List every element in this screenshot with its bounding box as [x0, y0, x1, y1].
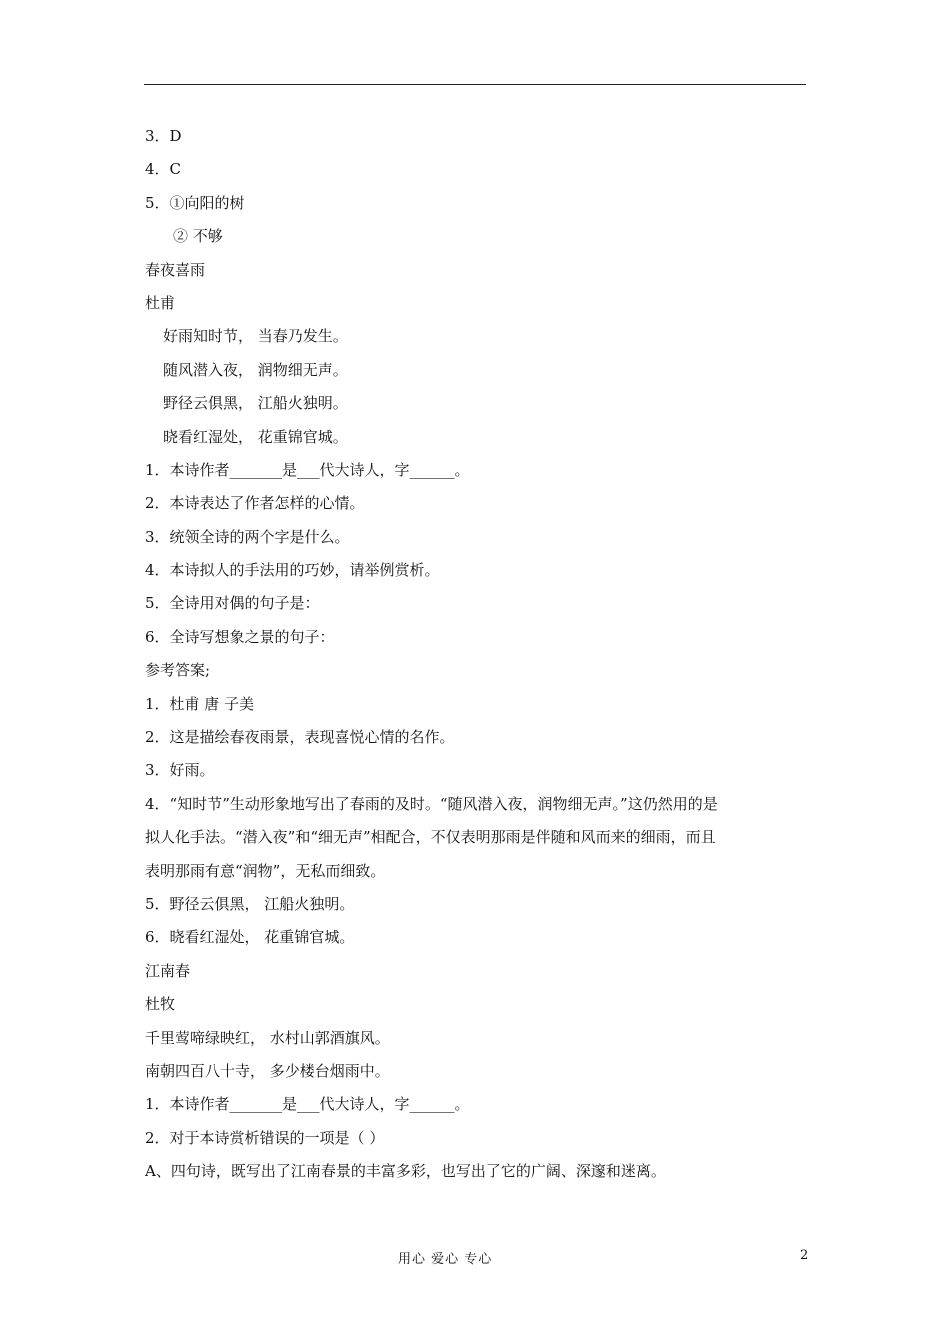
- answer: 5．野径云俱黑， 江船火独明。: [145, 894, 355, 913]
- header-rule: [144, 84, 806, 85]
- answer-key-heading: 参考答案;: [145, 661, 211, 680]
- poem-verse: 好雨知时节， 当春乃发生。: [163, 327, 348, 346]
- page-number: 2: [800, 1248, 809, 1263]
- question: 5．全诗用对偶的句子是：: [145, 594, 320, 613]
- answer-continuation: 表明那雨有意“润物”，无私而细致。: [145, 861, 386, 880]
- answer-4: 4．C: [145, 160, 182, 179]
- question: 2．本诗表达了作者怎样的心情。: [145, 494, 365, 513]
- poem-title: 春夜喜雨: [145, 260, 206, 279]
- poem-verse: 晓看红湿处， 花重锦官城。: [163, 427, 348, 446]
- poem-verse: 随风潜入夜， 润物细无声。: [163, 360, 348, 379]
- question: 3．统领全诗的两个字是什么。: [145, 527, 350, 546]
- answer-continuation: 拟人化手法。“潜入夜”和“细无声”相配合，不仅表明那雨是伴随和风而来的细雨，而且: [145, 828, 716, 847]
- question: 6．全诗写想象之景的句子：: [145, 627, 335, 646]
- answer-3: 3．D: [145, 127, 182, 145]
- answer: 4．“知时节”生动形象地写出了春雨的及时。“随风潜入夜，润物细无声。”这仍然用的是: [145, 794, 718, 813]
- answer-5: 5．①向阳的树: [145, 193, 245, 212]
- answer: 1．杜甫 唐 子美: [145, 694, 255, 713]
- poem-author: 杜甫: [145, 293, 176, 312]
- question: 2．对于本诗赏析错误的一项是（ ）: [145, 1128, 385, 1147]
- poem-verse: 南朝四百八十寺， 多少楼台烟雨中。: [145, 1061, 390, 1080]
- question: 1．本诗作者_______是___代大诗人，字______。: [145, 460, 470, 479]
- poem-verse: 野径云俱黑， 江船火独明。: [163, 394, 348, 413]
- option-a: A、四句诗，既写出了江南春景的丰富多彩，也写出了它的广阔、深邃和迷离。: [145, 1162, 666, 1181]
- poem-verse: 千里莺啼绿映红， 水村山郭酒旗风。: [145, 1028, 390, 1047]
- question: 1．本诗作者_______是___代大诗人，字______。: [145, 1095, 470, 1114]
- page-body: [145, 120, 810, 1189]
- question: 4．本诗拟人的手法用的巧妙，请举例赏析。: [145, 561, 440, 580]
- answer: 6．晓看红湿处， 花重锦官城。: [145, 928, 355, 947]
- poem-author: 杜牧: [145, 995, 176, 1014]
- poem-title: 江南春: [145, 961, 191, 980]
- footer-motto: 用心 爱心 专心: [398, 1252, 493, 1267]
- answer: 2．这是描绘春夜雨景，表现喜悦心情的名作。: [145, 728, 455, 747]
- answer-5-part-2: ② 不够: [173, 227, 223, 246]
- answer: 3．好雨。: [145, 761, 215, 780]
